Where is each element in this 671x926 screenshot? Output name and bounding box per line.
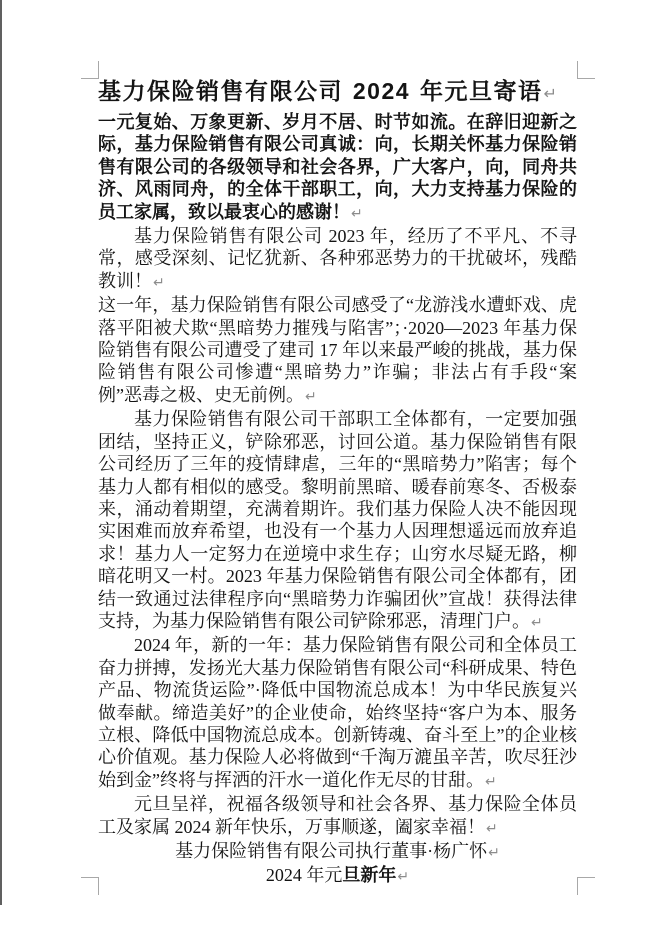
- document-signature-line[interactable]: [98, 840, 577, 864]
- paragraph-mark-icon: ↵: [543, 84, 557, 103]
- paragraph-mark-icon: ↵: [397, 869, 410, 886]
- paragraph-text: 基力保险销售有限公司干部职工全体都有，一定要加强团结，坚持正义，铲除邪恶，讨回公道。基力保险销售有限公司经历了三年的疫情肆虐，三年的“黑暗势力”陷害；每个基力人都有相似的感受。黎明前黑暗、暖春前寒冬、否极泰来，涌动着期望，充满着期许。我们基力保险人决不能因现实困难而放弃希望，也没有一个基力人因理想遥远而放弃追求！基力人一定努力在逆境中求生存；山穷水尽疑无路，柳暗花明又一村。2023 年基力保险销售有限公司全体都有，团结一致通过法律程序向“黑暗势力诈骗团伙”宣战！获得法律支持，为基力保险销售有限公司铲除邪恶，清理门户。: [98, 409, 577, 631]
- paragraph-mark-icon: ↵: [531, 614, 543, 631]
- text-boundary-mark-bottom-left: [81, 877, 99, 895]
- paragraph-mark-icon: ↵: [305, 388, 317, 405]
- document-paragraph-2023-review[interactable]: [98, 225, 577, 294]
- date-text-regular: 2024 年元: [265, 865, 343, 886]
- document-date-line[interactable]: [98, 864, 577, 888]
- paragraph-mark-icon: ↵: [486, 820, 498, 837]
- document-paragraph-blessing[interactable]: [98, 793, 577, 840]
- document-paragraph-2024-outlook[interactable]: [98, 634, 577, 793]
- paragraph-mark-icon: ↵: [153, 274, 165, 291]
- paragraph-mark-icon: ↵: [351, 205, 363, 222]
- date-text-bold: 旦新年: [342, 865, 397, 886]
- document-paragraph-staff-unity[interactable]: [98, 408, 577, 634]
- text-boundary-mark-top-left: [81, 61, 99, 79]
- window-edge-line: [0, 0, 2, 905]
- paragraph-text: 一元复始、万象更新、岁月不居、时节如流。在辞旧迎新之际，基力保险销售有限公司真诚：向，长期关怀基力保险销售有限公司的各级领导和社会各界，广大客户，向，同舟共济、风雨同舟，的全体干部职工，向，大力支持基力保险的员工家属，致以最衷心的感谢！: [98, 112, 577, 222]
- document-paragraph-this-year[interactable]: [98, 294, 577, 408]
- text-boundary-mark-bottom-right: [577, 877, 595, 895]
- paragraph-text: 这一年，基力保险销售有限公司感受了“龙游浅水遭虾戏、虎落平阳被犬欺“黑暗势力摧残与陷害”；·2020—2023 年基力保险销售有限公司遭受了建司 17 年以来最严峻的挑战，基力保险销售有限公司惨遭“黑暗势力”诈骗；非法占有手段“案例”恶毒之极、史无前例。: [98, 295, 577, 405]
- text-boundary-mark-top-right: [577, 61, 595, 79]
- document-text-area[interactable]: [98, 76, 577, 889]
- document-title[interactable]: [98, 76, 577, 109]
- paragraph-text: 基力保险销售有限公司 2023 年，经历了不平凡、不寻常，感受深刻、记忆犹新、各种邪恶势力的干扰破坏，残酷教训！: [98, 226, 577, 291]
- document-paragraph-greeting[interactable]: [98, 111, 577, 225]
- document-title-text: 基力保险销售有限公司 2024 年元旦寄语: [98, 78, 543, 104]
- paragraph-mark-icon: ↵: [488, 845, 500, 861]
- signature-text: 基力保险销售有限公司执行董事·杨广怀: [175, 841, 488, 861]
- paragraph-text: 2024 年，新的一年：基力保险销售有限公司和全体员工奋力拼搏，发扬光大基力保险销售有限公司“科研成果、特色产品、物流货运险”·降低中国物流总成本！为中华民族复兴做奉献。缔造美好”的企业使命，始终坚持“客户为本、服务立根、降低中国物流总成本。创新铸魂、奋斗至上”的企业核心价值观。基力保险人必将做到“千淘万漉虽辛苦，吹尽狂沙始到金”终将与挥洒的汗水一道化作无尽的甘甜。: [98, 635, 577, 790]
- paragraph-mark-icon: ↵: [485, 773, 497, 790]
- paragraph-text: 元旦呈祥，祝福各级领导和社会各界、基力保险全体员工及家属 2024 新年快乐，万事顺遂，阖家幸福！: [98, 794, 577, 837]
